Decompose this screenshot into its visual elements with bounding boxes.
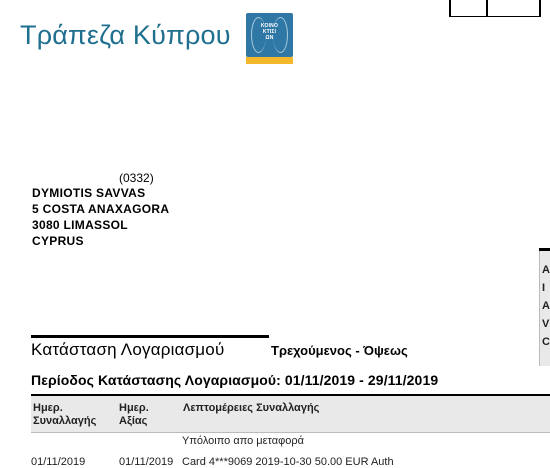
bank-logo [246,13,293,57]
customer-code: (0332) [119,171,154,185]
address-line: 5 COSTA ANAXAGORA [32,202,170,216]
table-row [31,456,394,468]
panel-text: I [542,282,546,294]
cell-value-date: 01/11/2019 [119,456,174,468]
panel-text: C [542,336,550,348]
address-line: 3080 LIMASSOL [32,218,128,232]
frame-tick [449,0,451,17]
panel-text: A [542,300,550,312]
column-header-date: Ημερ. Συναλλαγής [33,402,97,427]
panel-text: V [542,318,550,330]
cell-details: Card 4***9069 2019-10-30 50.00 EUR Auth [182,456,394,468]
title-rule [31,335,269,338]
statement-title: Κατάσταση Λογαριασμού [31,340,225,359]
panel-top-rule [539,248,550,251]
panel-text: A [542,264,550,276]
info-panel [539,248,550,366]
cell-date: 01/11/2019 [31,456,86,468]
statement-period: Περίοδος Κατάστασης Λογαριασμού: 01/11/2019 - 29/11/2019 [31,372,439,388]
column-header-details: Λεπτομέρειες Συναλλαγής [183,402,320,414]
address-line: CYPRUS [32,234,84,248]
account-type: Τρεχούμενος - Όψεως [271,343,408,358]
address-line: DYMIOTIS SAVVAS [32,186,146,200]
bank-name: Τράπεζα Κύπρου [20,20,231,50]
column-header-value-date: Ημερ. Αξίας [119,402,149,427]
frame-tick [539,0,541,17]
frame-line [449,16,541,17]
carry-forward-row: Υπόλοιπο απο μεταφορά [182,435,304,447]
logo-underline [246,57,293,64]
table-header [31,394,550,433]
logo-text: ΚΟΙΝΟ ΚΤΙΣΙ ΩΝ [260,23,279,41]
frame-tick [486,0,488,17]
